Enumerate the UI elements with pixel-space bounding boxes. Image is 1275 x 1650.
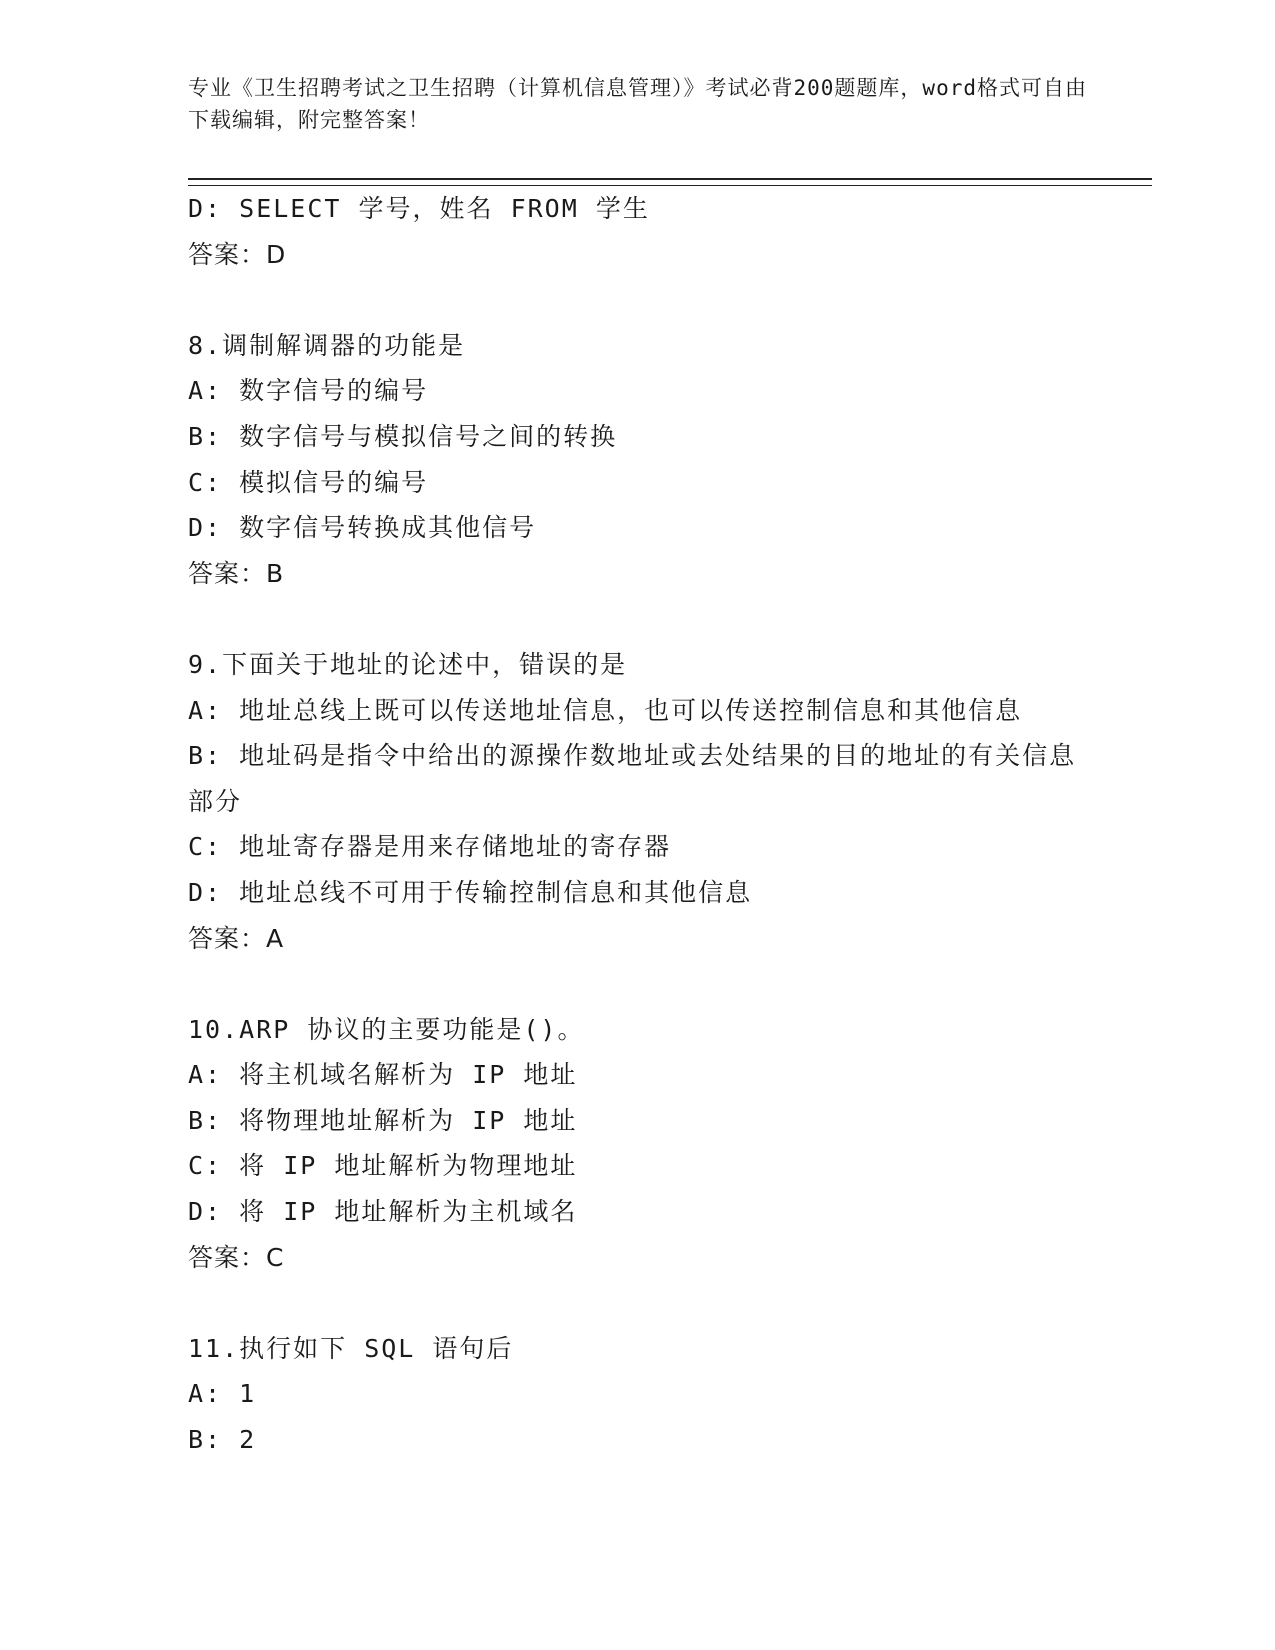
question-list <box>188 186 1088 1463</box>
block-spacer <box>188 961 1088 1007</box>
question-option: D: 将 IP 地址解析为主机域名 <box>188 1197 578 1227</box>
question-option: B: 2 <box>188 1425 257 1455</box>
question-block <box>188 1007 1088 1281</box>
question-option: A: 将主机域名解析为 IP 地址 <box>188 1060 578 1090</box>
question-option: C: 模拟信号的编号 <box>188 467 429 497</box>
block-spacer <box>188 1280 1088 1326</box>
question-stem: 8.调制解调器的功能是 <box>188 330 466 360</box>
page-header: 专业《卫生招聘考试之卫生招聘（计算机信息管理）》考试必背200题题库，word格式可自由下载编辑，附完整答案！ <box>188 76 1087 132</box>
question-block <box>188 323 1088 597</box>
question-option: C: 地址寄存器是用来存储地址的寄存器 <box>188 832 672 862</box>
question-option: A: 地址总线上既可以传送地址信息，也可以传送控制信息和其他信息 <box>188 695 1023 725</box>
answer-label: 答案：C <box>188 1242 285 1272</box>
question-option: D: 地址总线不可用于传输控制信息和其他信息 <box>188 877 753 907</box>
block-spacer <box>188 596 1088 642</box>
question-option: D: 数字信号转换成其他信号 <box>188 513 537 543</box>
answer-label: 答案：D <box>188 239 287 269</box>
question-option: B: 地址码是指令中给出的源操作数地址或去处结果的目的地址的有关信息部分 <box>188 741 1077 816</box>
question-block <box>188 642 1088 961</box>
answer-label: 答案：B <box>188 558 285 588</box>
question-block <box>188 186 1088 277</box>
block-spacer <box>188 277 1088 323</box>
question-option: D: SELECT 学号，姓名 FROM 学生 <box>188 194 650 223</box>
question-block <box>188 1326 1088 1463</box>
question-stem: 11.执行如下 SQL 语句后 <box>188 1333 514 1363</box>
question-option: B: 将物理地址解析为 IP 地址 <box>188 1105 578 1135</box>
question-option: A: 1 <box>188 1379 257 1409</box>
question-stem: 10.ARP 协议的主要功能是()。 <box>188 1014 585 1044</box>
question-stem: 9.下面关于地址的论述中，错误的是 <box>188 649 628 679</box>
question-option: A: 数字信号的编号 <box>188 376 429 406</box>
header-divider <box>188 178 1152 186</box>
answer-label: 答案：A <box>188 923 285 953</box>
question-option: B: 数字信号与模拟信号之间的转换 <box>188 421 618 451</box>
question-option: C: 将 IP 地址解析为物理地址 <box>188 1151 578 1181</box>
